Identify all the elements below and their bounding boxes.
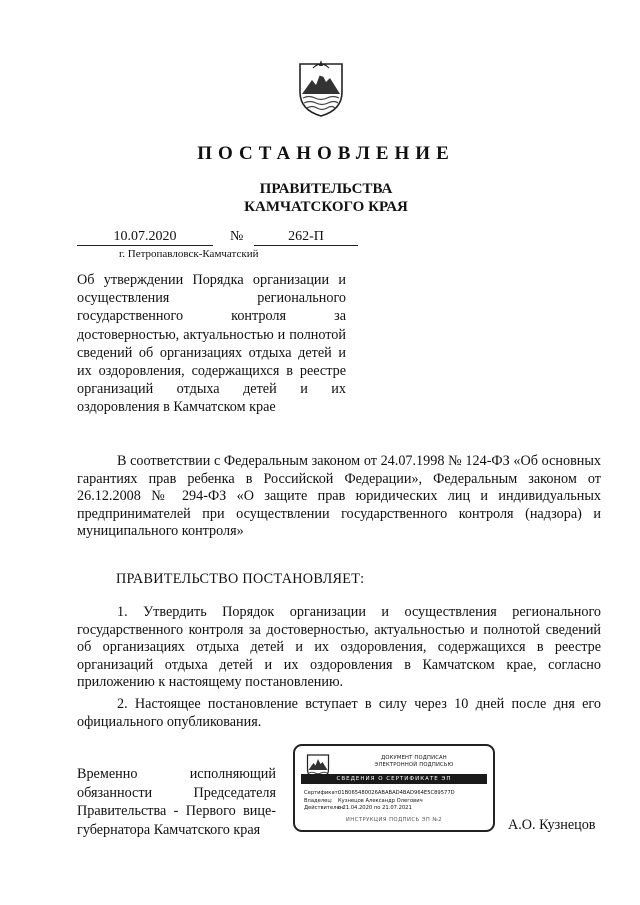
point-2-paragraph: 2. Настоящее постановление вступает в силу через 10 дней после дня его официального опубликования. xyxy=(77,696,601,730)
stamp-validity-value: с 21.04.2020 по 21.07.2021 xyxy=(338,805,412,811)
stamp-header-line-1: ДОКУМЕНТ ПОДПИСАН xyxy=(381,755,447,761)
stamp-validity-label: Действителен: xyxy=(304,805,345,811)
stamp-row-validity xyxy=(304,805,455,813)
signer-position xyxy=(77,765,276,839)
signer-position-line-4: губернатора Камчатского края xyxy=(77,821,261,838)
signer-position-line-1: Временно исполняющий xyxy=(77,766,276,782)
stamp-header xyxy=(339,755,489,768)
signer-position-line-3: Правительства - Первого вице- xyxy=(77,803,276,819)
stamp-footer: ИНСТРУКЦИЯ ПОДПИСЬ ЭП №2 xyxy=(345,817,443,823)
stamp-certificate-label: Сертификат: xyxy=(304,790,340,796)
electronic-signature-stamp xyxy=(293,744,495,832)
stamp-row-certificate xyxy=(304,790,455,798)
issuer-line-2: КАМЧАТСКОГО КРАЯ xyxy=(244,199,408,215)
issuer-heading xyxy=(0,180,640,216)
stamp-owner-label: Владелец: xyxy=(304,797,333,804)
coat-of-arms-icon xyxy=(297,58,345,118)
stamp-row-owner xyxy=(304,798,455,806)
document-date: 10.07.2020 xyxy=(77,229,213,246)
stamp-title-bar: СВЕДЕНИЯ О СЕРТИФИКАТЕ ЭП xyxy=(301,774,487,784)
city-label: г. Петропавловск-Камчатский xyxy=(119,248,259,260)
document-type-heading: ПОСТАНОВЛЕНИЕ xyxy=(197,143,455,164)
legal-basis-paragraph: В соответствии с Федеральным законом от 24.07.1998 № 124-ФЗ «Об основных гарантиях прав ребенка в Российской Федерации», Федеральным законом от 26.12.2008 № 294-ФЗ «О защите прав юридических лиц и индивидуальных предпринимателей при осуществлении государственного контроля (надзора) и муниципального контроля» xyxy=(77,453,601,539)
stamp-owner-value: Кузнецов Александр Олегович xyxy=(338,797,423,804)
point-1-paragraph: 1. Утвердить Порядок организации и осуществления регионального государственного контроля за достоверностью, актуальностью и полнотой сведений об организациях отдыха детей и их оздоровления, содержащихся в реестре организаций отдыха детей и их оздоровления в Камчатском крае, согласно приложению к настоящему постановлению. xyxy=(77,604,601,690)
document-subject: Об утверждении Порядка организации и осуществления регионального государственного контроля за достоверностью, актуальностью и полнотой сведений об организациях отдыха детей и их оздоровления, содержащихся в реестре организаций отдыха детей и их оздоровления в Камчатском крае xyxy=(77,272,346,416)
document-number: 262-П xyxy=(254,229,358,246)
stamp-certificate-value: 01B065480026ABABAD4BAD964E5C89577D xyxy=(338,790,455,796)
issuer-line-1: ПРАВИТЕЛЬСТВА xyxy=(259,181,393,197)
decree-statement: ПРАВИТЕЛЬСТВО ПОСТАНОВЛЯЕТ: xyxy=(116,571,365,587)
stamp-details xyxy=(304,790,455,813)
signer-position-line-2: обязанности Председателя xyxy=(77,784,276,801)
number-sign: № xyxy=(230,229,244,244)
stamp-header-line-2: ЭЛЕКТРОННОЙ ПОДПИСЬЮ xyxy=(374,761,454,768)
signer-name: А.О. Кузнецов xyxy=(508,817,596,833)
